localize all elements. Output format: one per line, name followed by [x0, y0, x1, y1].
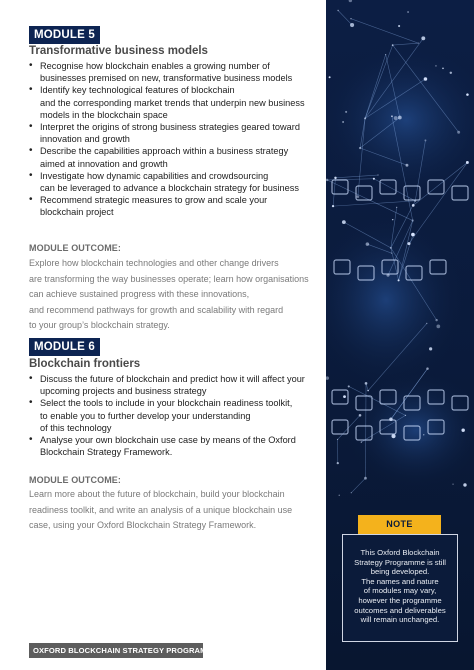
network-node: [350, 18, 351, 19]
network-node: [398, 116, 402, 120]
bullet-text-line: to enable you to further develop your understanding: [40, 410, 251, 421]
text-line: outcomes and deliverables: [354, 605, 446, 615]
bullet-item: [29, 397, 319, 434]
bullet-text-line: • Interpret the origins of strong business strategies geared toward: [40, 122, 300, 133]
network-node: [332, 205, 334, 207]
network-node: [350, 23, 354, 27]
bullet-text-line: • Recognise how blockchain enables a growing number of: [40, 61, 270, 71]
bullet-text-line: can be leveraged to advance a blockchain strategy for business: [40, 183, 299, 194]
network-node: [373, 178, 375, 180]
network-node: [411, 233, 415, 237]
network-node: [391, 115, 393, 117]
network-node: [364, 117, 366, 119]
text-line: Learn more about the future of blockchain, build your blockchain: [29, 489, 285, 499]
bullet-item: [29, 194, 319, 218]
text-line: Explore how blockchain technologies and other change drivers: [29, 258, 279, 268]
bullet-text-line: innovation and growth: [40, 134, 130, 145]
bullet-text-line: aimed at innovation and growth: [40, 158, 168, 169]
network-node: [466, 93, 469, 96]
network-node: [348, 385, 350, 387]
footer-programme-title: OXFORD BLOCKCHAIN STRATEGY PROGRAMME: [29, 643, 203, 658]
note-text: [348, 548, 452, 625]
network-node: [337, 10, 338, 11]
bullet-item: [29, 170, 319, 194]
network-node: [365, 382, 368, 385]
bullet-item: [29, 434, 319, 458]
network-node: [429, 347, 432, 350]
bullet-text-line: Blockchain Strategy Framework.: [40, 447, 173, 458]
text-line: are transforming the way businesses operate; learn how organisations: [29, 273, 309, 284]
network-node: [407, 242, 410, 245]
network-node: [345, 111, 347, 113]
module-5-outcome-text: [29, 256, 319, 334]
module-6-tag: MODULE 6: [29, 338, 100, 356]
network-node: [406, 164, 409, 167]
text-line: The names and nature: [361, 576, 439, 586]
network-node: [390, 247, 392, 249]
bullet-text-line: • Select the tools to include in your blockchain readiness toolkit,: [40, 398, 293, 409]
network-node: [426, 323, 427, 324]
network-node: [367, 390, 368, 391]
network-node: [391, 434, 395, 438]
network-node: [424, 139, 426, 141]
bullet-text-line: • Describe the capabilities approach within a business strategy: [40, 146, 289, 157]
network-node: [461, 428, 464, 431]
module-5-tag: MODULE 5: [29, 26, 100, 44]
network-node: [359, 414, 362, 417]
bullet-text-line: • Investigate how dynamic capabilities and crowdsourcing: [40, 170, 269, 181]
network-node: [398, 279, 400, 281]
network-node: [421, 36, 425, 40]
bullet-item: [29, 121, 319, 145]
module-5-title: Transformative business models: [29, 45, 208, 57]
network-node: [361, 441, 362, 442]
network-node: [452, 484, 453, 485]
bullet-item: [29, 373, 319, 397]
network-node: [377, 174, 378, 175]
network-node: [343, 395, 346, 398]
network-node: [435, 65, 436, 66]
module-5-outcome-label: MODULE OUTCOME:: [29, 243, 121, 253]
network-node: [396, 207, 397, 208]
bullet-item: [29, 84, 319, 121]
network-node: [411, 219, 413, 221]
bullet-text-line: • Discuss the future of blockchain and predict how it will affect your: [40, 374, 305, 384]
network-node: [436, 325, 440, 329]
network-node: [351, 492, 352, 493]
module-6-title: Blockchain frontiers: [29, 358, 141, 370]
bullet-text-line: of this technology: [40, 422, 112, 433]
network-node: [329, 76, 331, 78]
text-line: will remain unchanged.: [360, 615, 440, 625]
network-node: [392, 44, 394, 46]
network-node: [405, 415, 406, 416]
network-node: [442, 68, 444, 70]
network-node: [342, 220, 346, 224]
bullet-text-line: • Analyse your own blockchain use case by means of the Oxford: [40, 435, 296, 446]
network-node: [391, 253, 392, 254]
text-line: can achieve sustained progress with these innovations,: [29, 289, 250, 299]
bullet-text-line: blockchain project: [40, 207, 114, 218]
bullet-text-line: • Identify key technological features of blockchain: [40, 85, 235, 96]
text-line: being developed.: [370, 567, 430, 577]
network-node: [407, 11, 409, 13]
module-6-outcome-label: MODULE OUTCOME:: [29, 475, 121, 485]
text-line: case, using your Oxford Blockchain Strategy Framework.: [29, 520, 257, 530]
network-node: [359, 147, 361, 149]
bullet-text-line: and the corresponding market trends that underpin new business: [40, 97, 305, 108]
network-node: [339, 495, 340, 496]
text-line: This Oxford Blockchain: [360, 548, 440, 557]
network-node: [463, 483, 466, 486]
network-node: [424, 77, 428, 81]
bullet-text-line: models in the blockchain space: [40, 109, 168, 120]
network-node: [450, 72, 452, 74]
text-line: readiness toolkit, and write an analysis of a unique blockchain use: [29, 504, 293, 515]
network-node: [426, 367, 429, 370]
network-node: [385, 54, 386, 55]
network-node: [364, 477, 367, 480]
module-6-outcome-text: [29, 487, 319, 534]
network-node: [423, 434, 424, 435]
network-node: [356, 195, 359, 198]
bullet-text-line: businesses premised on new, transformative business models: [40, 73, 293, 84]
network-node: [412, 204, 415, 207]
network-node: [342, 121, 344, 123]
text-line: of modules may vary,: [363, 586, 437, 596]
network-node: [435, 319, 437, 321]
module-5-bullet-list: [29, 60, 319, 219]
network-node: [392, 219, 393, 220]
module-6-bullet-list: [29, 373, 319, 458]
text-line: and recommend pathways for growth and scalability with regard: [29, 304, 284, 315]
network-node: [366, 242, 370, 246]
bullet-item: [29, 60, 319, 84]
text-line: Strategy Programme is still: [354, 557, 446, 567]
network-node: [398, 25, 400, 27]
bullet-text-line: • Recommend strategic measures to grow and scale your: [40, 195, 268, 206]
network-node: [337, 462, 339, 464]
network-node: [457, 131, 460, 134]
bullet-item: [29, 145, 319, 169]
network-node: [466, 161, 469, 164]
note-tag: NOTE: [358, 515, 441, 534]
text-line: to your group’s blockchain strategy.: [29, 320, 170, 330]
network-node: [418, 43, 419, 44]
network-node: [334, 177, 336, 179]
network-node: [337, 439, 338, 440]
bullet-text-line: upcoming projects and business strategy: [40, 386, 207, 397]
text-line: however the programme: [358, 595, 442, 605]
network-node: [394, 116, 398, 120]
